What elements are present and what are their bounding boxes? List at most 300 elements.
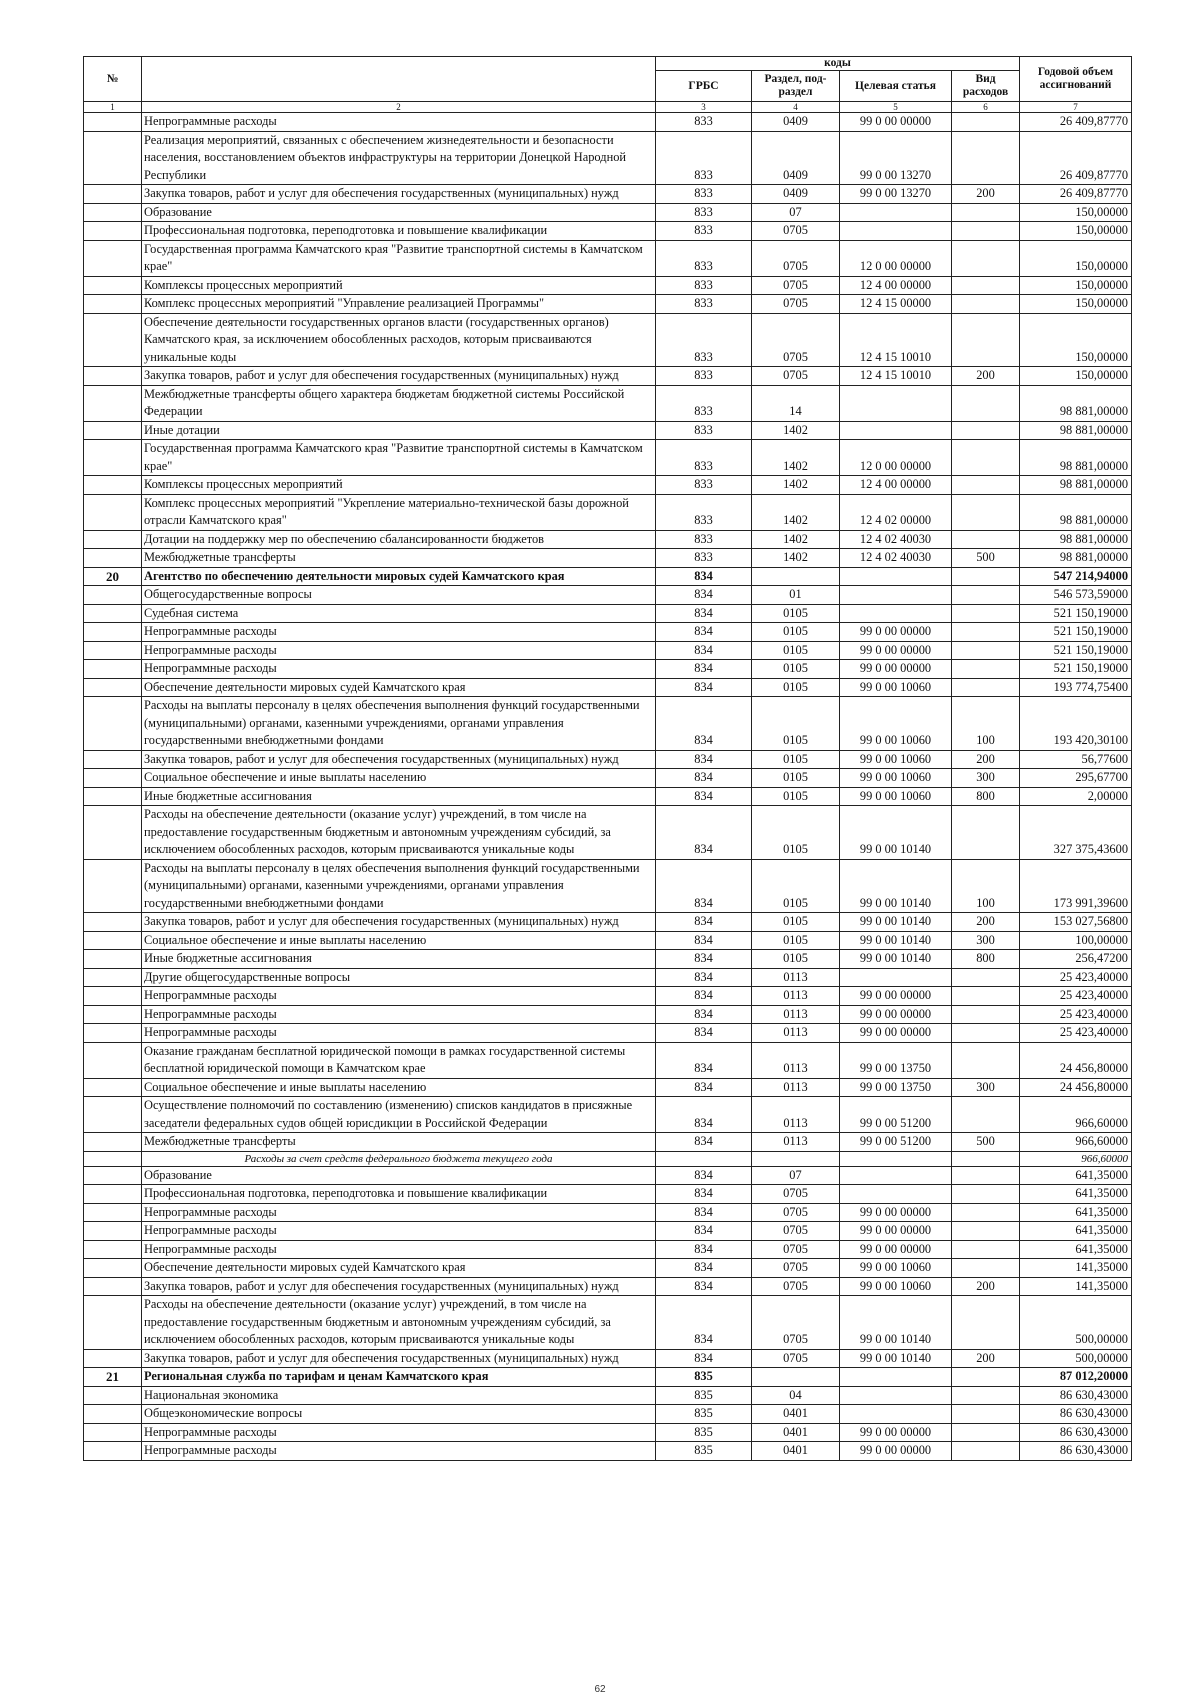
amount-cell: 966,60000: [1020, 1151, 1132, 1166]
expense-name-cell: Расходы на выплаты персоналу в целях обеспечения выполнения функций государственными (муниципальными) органами, казенными учреждениями, органами управления государственными внебюджетными фондами: [142, 697, 656, 751]
expense-name-cell: Непрограммные расходы: [142, 1442, 656, 1461]
table-row: [84, 530, 1132, 549]
expense-name-cell: Непрограммные расходы: [142, 1024, 656, 1043]
expense-type-cell: [952, 1368, 1020, 1387]
target-article-cell: 99 0 00 10060: [840, 1277, 952, 1296]
target-article-cell: [840, 1185, 952, 1204]
table-row: [84, 968, 1132, 987]
table-row: [84, 567, 1132, 586]
expense-type-cell: [952, 1222, 1020, 1241]
expense-name-cell: Образование: [142, 203, 656, 222]
row-number-cell: [84, 604, 142, 623]
grbs-code-cell: 833: [656, 240, 752, 276]
grbs-code-cell: 834: [656, 586, 752, 605]
grbs-code-cell: 835: [656, 1405, 752, 1424]
expense-type-cell: [952, 113, 1020, 132]
table-row: [84, 750, 1132, 769]
section-code-cell: 1402: [752, 494, 840, 530]
expense-type-cell: [952, 1042, 1020, 1078]
table-row: [84, 222, 1132, 241]
target-article-cell: 99 0 00 00000: [840, 1222, 952, 1241]
target-article-cell: 12 4 00 00000: [840, 476, 952, 495]
appropriations-table: [83, 56, 1132, 1461]
expense-name-cell: Закупка товаров, работ и услуг для обеспечения государственных (муниципальных) нужд: [142, 367, 656, 386]
row-number-cell: [84, 931, 142, 950]
table-row: [84, 1442, 1132, 1461]
expense-type-cell: [952, 1203, 1020, 1222]
section-code-cell: 0105: [752, 604, 840, 623]
grbs-code-cell: 834: [656, 1024, 752, 1043]
grbs-code-cell: 834: [656, 1349, 752, 1368]
target-article-cell: [840, 421, 952, 440]
section-code-cell: 0705: [752, 1222, 840, 1241]
target-article-cell: 99 0 00 00000: [840, 623, 952, 642]
section-code-cell: 0113: [752, 1078, 840, 1097]
table-row: [84, 1203, 1132, 1222]
row-number-cell: [84, 1166, 142, 1185]
expense-name-cell: Другие общегосударственные вопросы: [142, 968, 656, 987]
table-row: [84, 678, 1132, 697]
expense-type-cell: 500: [952, 1133, 1020, 1152]
table-row: [84, 295, 1132, 314]
table-row: [84, 1222, 1132, 1241]
target-article-cell: 12 4 00 00000: [840, 276, 952, 295]
expense-type-cell: [952, 1405, 1020, 1424]
table-row: [84, 421, 1132, 440]
expense-name-cell: Закупка товаров, работ и услуг для обеспечения государственных (муниципальных) нужд: [142, 1349, 656, 1368]
target-article-cell: 99 0 00 10060: [840, 697, 952, 751]
row-number-cell: [84, 1024, 142, 1043]
section-code-cell: 01: [752, 586, 840, 605]
expense-type-cell: 300: [952, 769, 1020, 788]
amount-cell: 98 881,00000: [1020, 421, 1132, 440]
amount-cell: 256,47200: [1020, 950, 1132, 969]
table-row: [84, 623, 1132, 642]
section-code-cell: 1402: [752, 421, 840, 440]
expense-type-cell: [952, 1185, 1020, 1204]
table-row: [84, 1296, 1132, 1350]
section-code-cell: 07: [752, 1166, 840, 1185]
amount-cell: 641,35000: [1020, 1203, 1132, 1222]
expense-name-cell: Непрограммные расходы: [142, 1005, 656, 1024]
section-code-cell: 0705: [752, 240, 840, 276]
expense-type-cell: [952, 604, 1020, 623]
section-code-cell: 0105: [752, 859, 840, 913]
table-row: [84, 1097, 1132, 1133]
grbs-code-cell: 834: [656, 1005, 752, 1024]
expense-name-cell: Профессиональная подготовка, переподготовка и повышение квалификации: [142, 1185, 656, 1204]
expense-name-cell: Непрограммные расходы: [142, 1423, 656, 1442]
expense-name-cell: Образование: [142, 1166, 656, 1185]
table-row: [84, 1405, 1132, 1424]
amount-cell: 500,00000: [1020, 1349, 1132, 1368]
grbs-code-cell: 834: [656, 1185, 752, 1204]
header-name: [142, 57, 656, 102]
row-number-cell: [84, 1042, 142, 1078]
expense-name-cell: Государственная программа Камчатского края "Развитие транспортной системы в Камчатском крае": [142, 240, 656, 276]
row-number-cell: 20: [84, 567, 142, 586]
expense-name-cell: Социальное обеспечение и иные выплаты населению: [142, 769, 656, 788]
expense-type-cell: 200: [952, 367, 1020, 386]
table-row: [84, 859, 1132, 913]
expense-name-cell: Иные бюджетные ассигнования: [142, 787, 656, 806]
row-number-cell: [84, 1078, 142, 1097]
section-code-cell: 0705: [752, 367, 840, 386]
table-row: [84, 185, 1132, 204]
table-row: [84, 1151, 1132, 1166]
expense-type-cell: 200: [952, 185, 1020, 204]
target-article-cell: 99 0 00 00000: [840, 1005, 952, 1024]
row-number-cell: [84, 1005, 142, 1024]
grbs-code-cell: 833: [656, 421, 752, 440]
expense-type-cell: [952, 1259, 1020, 1278]
table-row: [84, 494, 1132, 530]
target-article-cell: [840, 604, 952, 623]
section-code-cell: 0113: [752, 1024, 840, 1043]
target-article-cell: 99 0 00 00000: [840, 641, 952, 660]
section-code-cell: 0705: [752, 276, 840, 295]
section-code-cell: 0705: [752, 1185, 840, 1204]
expense-type-cell: [952, 440, 1020, 476]
amount-cell: 641,35000: [1020, 1222, 1132, 1241]
amount-cell: 25 423,40000: [1020, 1024, 1132, 1043]
grbs-code-cell: 834: [656, 1166, 752, 1185]
expense-type-cell: 200: [952, 750, 1020, 769]
amount-cell: 966,60000: [1020, 1133, 1132, 1152]
table-row: [84, 1166, 1132, 1185]
section-code-cell: 0105: [752, 931, 840, 950]
expense-name-cell: Непрограммные расходы: [142, 113, 656, 132]
section-code-cell: 0105: [752, 750, 840, 769]
table-row: [84, 1277, 1132, 1296]
table-row: [84, 113, 1132, 132]
target-article-cell: 12 0 00 00000: [840, 440, 952, 476]
expense-type-cell: [952, 421, 1020, 440]
target-article-cell: 99 0 00 10140: [840, 1349, 952, 1368]
grbs-code-cell: 833: [656, 367, 752, 386]
section-code-cell: 0105: [752, 913, 840, 932]
row-number-cell: [84, 913, 142, 932]
section-code-cell: 0105: [752, 660, 840, 679]
target-article-cell: [840, 567, 952, 586]
target-article-cell: 99 0 00 10060: [840, 769, 952, 788]
row-number-cell: [84, 530, 142, 549]
grbs-code-cell: 834: [656, 769, 752, 788]
row-number-cell: [84, 1296, 142, 1350]
expense-type-cell: 100: [952, 697, 1020, 751]
grbs-code-cell: 834: [656, 1097, 752, 1133]
table-row: [84, 1078, 1132, 1097]
header-row-top: [84, 57, 1132, 71]
table-row: [84, 1386, 1132, 1405]
target-article-cell: 99 0 00 13270: [840, 131, 952, 185]
expense-name-cell: Комплекс процессных мероприятий "Укрепление материально-технической базы дорожной отрасли Камчатского края": [142, 494, 656, 530]
amount-cell: 173 991,39600: [1020, 859, 1132, 913]
table-row: [84, 913, 1132, 932]
expense-type-cell: [952, 530, 1020, 549]
expense-name-cell: Закупка товаров, работ и услуг для обеспечения государственных (муниципальных) нужд: [142, 185, 656, 204]
expense-name-cell: Агентство по обеспечению деятельности мировых судей Камчатского края: [142, 567, 656, 586]
amount-cell: 521 150,19000: [1020, 623, 1132, 642]
row-number-cell: [84, 750, 142, 769]
amount-cell: 521 150,19000: [1020, 604, 1132, 623]
grbs-code-cell: 833: [656, 131, 752, 185]
table-row: [84, 1024, 1132, 1043]
grbs-code-cell: 834: [656, 1240, 752, 1259]
expense-name-cell: Комплексы процессных мероприятий: [142, 276, 656, 295]
expense-type-cell: [952, 131, 1020, 185]
expense-type-cell: [952, 1423, 1020, 1442]
grbs-code-cell: 834: [656, 987, 752, 1006]
amount-cell: 87 012,20000: [1020, 1368, 1132, 1387]
table-row: [84, 931, 1132, 950]
expense-name-cell: Расходы на выплаты персоналу в целях обеспечения выполнения функций государственными (муниципальными) органами, казенными учреждениями, органами управления государственными внебюджетными фондами: [142, 859, 656, 913]
expense-name-cell: Непрограммные расходы: [142, 1203, 656, 1222]
table-row: [84, 1423, 1132, 1442]
row-number-cell: [84, 806, 142, 860]
expense-name-cell: Иные дотации: [142, 421, 656, 440]
grbs-code-cell: 833: [656, 276, 752, 295]
expense-type-cell: 800: [952, 787, 1020, 806]
expense-name-cell: Общеэкономические вопросы: [142, 1405, 656, 1424]
expense-name-cell: Закупка товаров, работ и услуг для обеспечения государственных (муниципальных) нужд: [142, 913, 656, 932]
expense-name-cell: Социальное обеспечение и иные выплаты населению: [142, 931, 656, 950]
target-article-cell: 99 0 00 00000: [840, 660, 952, 679]
section-code-cell: 0105: [752, 787, 840, 806]
row-number-cell: [84, 1349, 142, 1368]
section-code-cell: 0409: [752, 131, 840, 185]
header-index: 7: [1020, 102, 1132, 113]
table-row: [84, 131, 1132, 185]
row-number-cell: [84, 440, 142, 476]
header-target: Целевая статья: [840, 71, 952, 102]
amount-cell: 641,35000: [1020, 1240, 1132, 1259]
table-row: [84, 1368, 1132, 1387]
grbs-code-cell: 834: [656, 678, 752, 697]
grbs-code-cell: 833: [656, 385, 752, 421]
expense-name-cell: Непрограммные расходы: [142, 623, 656, 642]
table-row: [84, 1185, 1132, 1204]
target-article-cell: 12 0 00 00000: [840, 240, 952, 276]
header-index: 2: [142, 102, 656, 113]
expense-type-cell: 200: [952, 1349, 1020, 1368]
target-article-cell: 99 0 00 10060: [840, 1259, 952, 1278]
target-article-cell: 99 0 00 00000: [840, 113, 952, 132]
amount-cell: 150,00000: [1020, 295, 1132, 314]
target-article-cell: 99 0 00 00000: [840, 1442, 952, 1461]
section-code-cell: 0105: [752, 806, 840, 860]
amount-cell: 100,00000: [1020, 931, 1132, 950]
row-number-cell: [84, 367, 142, 386]
row-number-cell: [84, 769, 142, 788]
table-row: [84, 769, 1132, 788]
row-number-cell: [84, 1423, 142, 1442]
expense-name-cell: Межбюджетные трансферты: [142, 1133, 656, 1152]
row-number-cell: [84, 1442, 142, 1461]
target-article-cell: 99 0 00 00000: [840, 987, 952, 1006]
grbs-code-cell: 833: [656, 440, 752, 476]
table-row: [84, 1259, 1132, 1278]
table-row: [84, 987, 1132, 1006]
row-number-cell: [84, 203, 142, 222]
row-number-cell: [84, 1185, 142, 1204]
target-article-cell: [840, 203, 952, 222]
expense-name-cell: Национальная экономика: [142, 1386, 656, 1405]
table-row: [84, 641, 1132, 660]
target-article-cell: [840, 968, 952, 987]
amount-cell: 141,35000: [1020, 1277, 1132, 1296]
amount-cell: 150,00000: [1020, 276, 1132, 295]
section-code-cell: 0113: [752, 968, 840, 987]
grbs-code-cell: 834: [656, 1222, 752, 1241]
section-code-cell: 1402: [752, 440, 840, 476]
row-number-cell: [84, 987, 142, 1006]
amount-cell: 500,00000: [1020, 1296, 1132, 1350]
row-number-cell: [84, 476, 142, 495]
table-row: [84, 1133, 1132, 1152]
section-code-cell: 0705: [752, 295, 840, 314]
amount-cell: 193 774,75400: [1020, 678, 1132, 697]
expense-name-cell: Закупка товаров, работ и услуг для обеспечения государственных (муниципальных) нужд: [142, 1277, 656, 1296]
target-article-cell: 99 0 00 10140: [840, 931, 952, 950]
grbs-code-cell: 834: [656, 1203, 752, 1222]
table-row: [84, 440, 1132, 476]
amount-cell: 150,00000: [1020, 222, 1132, 241]
section-code-cell: 14: [752, 385, 840, 421]
table-row: [84, 1005, 1132, 1024]
expense-name-cell: Расходы за счет средств федерального бюджета текущего года: [142, 1151, 656, 1166]
section-code-cell: 1402: [752, 530, 840, 549]
row-number-cell: [84, 131, 142, 185]
expense-type-cell: [952, 1296, 1020, 1350]
target-article-cell: 12 4 15 10010: [840, 313, 952, 367]
table-row: [84, 697, 1132, 751]
budget-table-sheet: [83, 56, 1131, 1461]
target-article-cell: 99 0 00 13750: [840, 1042, 952, 1078]
amount-cell: 641,35000: [1020, 1185, 1132, 1204]
section-code-cell: 0409: [752, 185, 840, 204]
table-row: [84, 950, 1132, 969]
expense-type-cell: 800: [952, 950, 1020, 969]
table-row: [84, 1042, 1132, 1078]
grbs-code-cell: 834: [656, 641, 752, 660]
target-article-cell: 99 0 00 10140: [840, 913, 952, 932]
grbs-code-cell: 833: [656, 113, 752, 132]
target-article-cell: 99 0 00 10060: [840, 750, 952, 769]
expense-type-cell: [952, 623, 1020, 642]
table-row: [84, 806, 1132, 860]
row-number-cell: [84, 787, 142, 806]
row-number-cell: [84, 494, 142, 530]
expense-name-cell: Непрограммные расходы: [142, 660, 656, 679]
expense-type-cell: [952, 1151, 1020, 1166]
target-article-cell: [840, 586, 952, 605]
target-article-cell: 99 0 00 00000: [840, 1203, 952, 1222]
table-row: [84, 476, 1132, 495]
section-code-cell: 0705: [752, 1296, 840, 1350]
grbs-code-cell: 834: [656, 913, 752, 932]
section-code-cell: 0705: [752, 1349, 840, 1368]
row-number-cell: [84, 678, 142, 697]
expense-type-cell: [952, 1386, 1020, 1405]
grbs-code-cell: 834: [656, 806, 752, 860]
expense-type-cell: 200: [952, 1277, 1020, 1296]
header-index: 4: [752, 102, 840, 113]
expense-name-cell: Комплексы процессных мероприятий: [142, 476, 656, 495]
amount-cell: 150,00000: [1020, 240, 1132, 276]
row-number-cell: 21: [84, 1368, 142, 1387]
amount-cell: 547 214,94000: [1020, 567, 1132, 586]
row-number-cell: [84, 968, 142, 987]
expense-name-cell: Расходы на обеспечение деятельности (оказание услуг) учреждений, в том числе на предоставление государственным бюджетным и автономным учреждениям субсидий, за исключением обособленных расходов, которым присваиваются уникальные коды: [142, 1296, 656, 1350]
target-article-cell: 12 4 02 40030: [840, 549, 952, 568]
section-code-cell: [752, 1151, 840, 1166]
row-number-cell: [84, 549, 142, 568]
table-row: [84, 586, 1132, 605]
grbs-code-cell: 834: [656, 1296, 752, 1350]
expense-type-cell: 500: [952, 549, 1020, 568]
row-number-cell: [84, 1277, 142, 1296]
expense-name-cell: Обеспечение деятельности государственных органов власти (государственных органов) Камчатского края, за исключением обособленных расходов, которым присваиваются уникальные коды: [142, 313, 656, 367]
expense-name-cell: Непрограммные расходы: [142, 987, 656, 1006]
table-row: [84, 240, 1132, 276]
header-exptype: Вид расходов: [952, 71, 1020, 102]
row-number-cell: [84, 421, 142, 440]
section-code-cell: 0105: [752, 641, 840, 660]
expense-type-cell: [952, 1166, 1020, 1185]
expense-name-cell: Государственная программа Камчатского края "Развитие транспортной системы в Камчатском крае": [142, 440, 656, 476]
expense-type-cell: [952, 660, 1020, 679]
amount-cell: 24 456,80000: [1020, 1078, 1132, 1097]
row-number-cell: [84, 385, 142, 421]
amount-cell: 521 150,19000: [1020, 660, 1132, 679]
header-index-row: [84, 102, 1132, 113]
target-article-cell: 12 4 15 10010: [840, 367, 952, 386]
amount-cell: 295,67700: [1020, 769, 1132, 788]
section-code-cell: 1402: [752, 476, 840, 495]
amount-cell: 86 630,43000: [1020, 1423, 1132, 1442]
row-number-cell: [84, 1203, 142, 1222]
row-number-cell: [84, 1097, 142, 1133]
table-row: [84, 313, 1132, 367]
amount-cell: 150,00000: [1020, 367, 1132, 386]
grbs-code-cell: 833: [656, 313, 752, 367]
grbs-code-cell: 834: [656, 660, 752, 679]
grbs-code-cell: 834: [656, 950, 752, 969]
section-code-cell: [752, 1368, 840, 1387]
table-body: [84, 113, 1132, 1461]
row-number-cell: [84, 240, 142, 276]
grbs-code-cell: 834: [656, 750, 752, 769]
expense-name-cell: Непрограммные расходы: [142, 1222, 656, 1241]
section-code-cell: 0105: [752, 678, 840, 697]
section-code-cell: 1402: [752, 549, 840, 568]
expense-type-cell: [952, 240, 1020, 276]
target-article-cell: [840, 1368, 952, 1387]
amount-cell: 546 573,59000: [1020, 586, 1132, 605]
row-number-cell: [84, 950, 142, 969]
expense-name-cell: Реализация мероприятий, связанных с обеспечением жизнедеятельности и безопасности населения, восстановлением объектов инфраструктуры на территории Донецкой Народной Республики: [142, 131, 656, 185]
target-article-cell: 99 0 00 00000: [840, 1240, 952, 1259]
section-code-cell: 07: [752, 203, 840, 222]
row-number-cell: [84, 1240, 142, 1259]
expense-name-cell: Общегосударственные вопросы: [142, 586, 656, 605]
target-article-cell: [840, 1151, 952, 1166]
section-code-cell: 0705: [752, 313, 840, 367]
row-number-cell: [84, 1259, 142, 1278]
grbs-code-cell: 834: [656, 1042, 752, 1078]
amount-cell: 86 630,43000: [1020, 1442, 1132, 1461]
